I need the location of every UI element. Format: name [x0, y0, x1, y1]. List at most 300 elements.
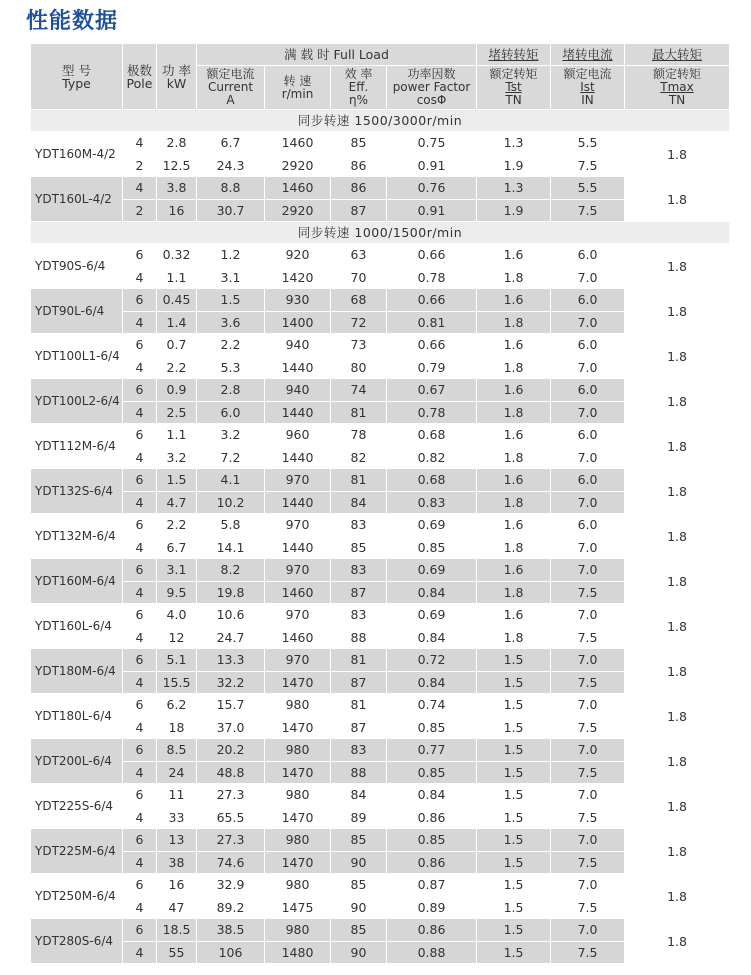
data-cell: 0.83	[387, 491, 477, 514]
data-cell: 4	[123, 536, 157, 559]
data-cell: 4.1	[197, 469, 265, 492]
data-cell: 7.5	[551, 896, 625, 919]
data-cell: 1.8	[477, 266, 551, 289]
data-cell: 1.9	[477, 199, 551, 222]
data-cell: 1.8	[477, 581, 551, 604]
data-cell: 1470	[265, 761, 331, 784]
max-torque-cell: 1.8	[625, 244, 730, 289]
max-torque-cell: 1.8	[625, 559, 730, 604]
data-cell: 0.91	[387, 154, 477, 177]
data-cell: 4	[123, 671, 157, 694]
data-cell: 1460	[265, 132, 331, 155]
model-cell: YDT160L-6/4	[31, 604, 123, 649]
model-cell: YDT225S-6/4	[31, 784, 123, 829]
data-cell: 1470	[265, 806, 331, 829]
data-cell: 6	[123, 289, 157, 312]
data-cell: 83	[331, 559, 387, 582]
current-header-cn: 额定电流	[206, 67, 255, 81]
data-cell: 1.5	[477, 829, 551, 852]
table-header	[31, 44, 730, 110]
performance-table	[30, 43, 730, 964]
data-cell: 980	[265, 829, 331, 852]
data-cell: 980	[265, 874, 331, 897]
data-cell: 6	[123, 469, 157, 492]
pole-header	[123, 44, 157, 110]
data-cell: 0.82	[387, 446, 477, 469]
data-cell: 18	[157, 716, 197, 739]
data-cell: 83	[331, 739, 387, 762]
data-cell: 970	[265, 469, 331, 492]
data-cell: 4	[123, 491, 157, 514]
model-cell: YDT200L-6/4	[31, 739, 123, 784]
data-cell: 65.5	[197, 806, 265, 829]
data-cell: 0.87	[387, 874, 477, 897]
data-cell: 0.84	[387, 671, 477, 694]
data-cell: 930	[265, 289, 331, 312]
data-cell: 81	[331, 649, 387, 672]
pole-header-en: Pole	[126, 75, 153, 91]
current-header	[197, 66, 265, 110]
data-cell: 0.32	[157, 244, 197, 267]
data-cell: 84	[331, 491, 387, 514]
table-row	[31, 334, 730, 357]
data-cell: 89	[331, 806, 387, 829]
model-cell: YDT180M-6/4	[31, 649, 123, 694]
lrt-header-label: 堵转转矩	[488, 47, 539, 62]
data-cell: 30.7	[197, 199, 265, 222]
data-cell: 4	[123, 896, 157, 919]
data-cell: 5.5	[551, 177, 625, 200]
data-cell: 7.0	[551, 356, 625, 379]
data-cell: 16	[157, 874, 197, 897]
data-cell: 4	[123, 132, 157, 155]
pf-header-unit: cosΦ	[416, 93, 447, 107]
data-cell: 0.66	[387, 334, 477, 357]
power-header-cn: 功 率	[162, 62, 191, 78]
data-cell: 7.5	[551, 154, 625, 177]
data-cell: 940	[265, 334, 331, 357]
data-cell: 7.5	[551, 941, 625, 964]
data-cell: 1440	[265, 356, 331, 379]
max-torque-cell: 1.8	[625, 649, 730, 694]
table-row	[31, 784, 730, 807]
data-cell: 10.2	[197, 491, 265, 514]
section-title: 同步转速 1000/1500r/min	[31, 222, 730, 244]
data-cell: 1.6	[477, 424, 551, 447]
data-cell: 7.5	[551, 581, 625, 604]
data-cell: 7.0	[551, 649, 625, 672]
section-title: 同步转速 1500/3000r/min	[31, 110, 730, 132]
data-cell: 940	[265, 379, 331, 402]
table-row	[31, 829, 730, 852]
data-cell: 55	[157, 941, 197, 964]
lrc-header-cn	[551, 44, 625, 66]
data-cell: 1.8	[477, 356, 551, 379]
data-cell: 7.5	[551, 851, 625, 874]
data-cell: 1.9	[477, 154, 551, 177]
max-header-label: 最大转矩	[652, 47, 703, 62]
data-cell: 0.69	[387, 559, 477, 582]
data-cell: 980	[265, 919, 331, 942]
data-cell: 1.4	[157, 311, 197, 334]
table-row	[31, 604, 730, 627]
lrt-header-cn	[477, 44, 551, 66]
table-row	[31, 177, 730, 200]
data-cell: 24	[157, 761, 197, 784]
data-cell: 0.78	[387, 401, 477, 424]
data-cell: 8.2	[197, 559, 265, 582]
data-cell: 7.0	[551, 694, 625, 717]
data-cell: 12	[157, 626, 197, 649]
data-cell: 1440	[265, 536, 331, 559]
max-torque-cell: 1.8	[625, 132, 730, 177]
max-torque-cell: 1.8	[625, 177, 730, 222]
data-cell: 4	[123, 266, 157, 289]
data-cell: 0.81	[387, 311, 477, 334]
data-cell: 0.66	[387, 244, 477, 267]
data-cell: 11	[157, 784, 197, 807]
model-cell: YDT160L-4/2	[31, 177, 123, 222]
table-row	[31, 379, 730, 402]
max-torque-cell: 1.8	[625, 334, 730, 379]
data-cell: 4	[123, 806, 157, 829]
data-cell: 2920	[265, 199, 331, 222]
data-cell: 1460	[265, 177, 331, 200]
data-cell: 4	[123, 356, 157, 379]
model-cell: YDT100L1-6/4	[31, 334, 123, 379]
data-cell: 73	[331, 334, 387, 357]
data-cell: 81	[331, 401, 387, 424]
data-cell: 6	[123, 424, 157, 447]
data-cell: 970	[265, 514, 331, 537]
data-cell: 980	[265, 784, 331, 807]
data-cell: 38.5	[197, 919, 265, 942]
model-cell: YDT112M-6/4	[31, 424, 123, 469]
data-cell: 5.3	[197, 356, 265, 379]
data-cell: 3.6	[197, 311, 265, 334]
data-cell: 1.5	[477, 649, 551, 672]
data-cell: 88	[331, 626, 387, 649]
lrc-header-label: 堵转电流	[562, 47, 613, 62]
data-cell: 6	[123, 829, 157, 852]
data-cell: 3.2	[157, 446, 197, 469]
data-cell: 32.2	[197, 671, 265, 694]
lrt-header-ratio	[477, 66, 551, 110]
lrc-header-ratio	[551, 66, 625, 110]
table-row	[31, 919, 730, 942]
lrc-header-sub: 额定电流	[563, 67, 612, 81]
data-cell: 4	[123, 401, 157, 424]
data-cell: 1.1	[157, 424, 197, 447]
data-cell: 15.5	[157, 671, 197, 694]
data-cell: 27.3	[197, 829, 265, 852]
data-cell: 970	[265, 559, 331, 582]
data-cell: 6.0	[551, 334, 625, 357]
data-cell: 0.86	[387, 919, 477, 942]
data-cell: 1.5	[477, 784, 551, 807]
data-cell: 0.9	[157, 379, 197, 402]
data-cell: 83	[331, 604, 387, 627]
data-cell: 85	[331, 874, 387, 897]
data-cell: 1480	[265, 941, 331, 964]
current-header-unit: A	[226, 93, 235, 107]
table-row	[31, 739, 730, 762]
data-cell: 1.5	[477, 671, 551, 694]
data-cell: 4	[123, 311, 157, 334]
data-cell: 1.5	[477, 716, 551, 739]
table-row	[31, 559, 730, 582]
max-torque-cell: 1.8	[625, 919, 730, 964]
data-cell: 87	[331, 716, 387, 739]
pf-header	[387, 66, 477, 110]
model-cell: YDT100L2-6/4	[31, 379, 123, 424]
data-cell: 7.5	[551, 806, 625, 829]
data-cell: 85	[331, 829, 387, 852]
data-cell: 2.2	[197, 334, 265, 357]
data-cell: 74.6	[197, 851, 265, 874]
max-torque-cell: 1.8	[625, 694, 730, 739]
data-cell: 1.5	[477, 739, 551, 762]
model-cell: YDT280S-6/4	[31, 919, 123, 964]
data-cell: 15.7	[197, 694, 265, 717]
data-cell: 2.8	[197, 379, 265, 402]
table-row	[31, 874, 730, 897]
data-cell: 0.77	[387, 739, 477, 762]
data-cell: 7.5	[551, 199, 625, 222]
table-row	[31, 132, 730, 155]
data-cell: 47	[157, 896, 197, 919]
model-cell: YDT90L-6/4	[31, 289, 123, 334]
data-cell: 0.68	[387, 424, 477, 447]
data-cell: 0.76	[387, 177, 477, 200]
data-cell: 0.84	[387, 626, 477, 649]
data-cell: 0.85	[387, 536, 477, 559]
pole-header-cn: 极数	[126, 62, 152, 78]
data-cell: 1.8	[477, 626, 551, 649]
speed-header	[265, 66, 331, 110]
data-cell: 85	[331, 536, 387, 559]
table-body	[31, 110, 730, 964]
data-cell: 1.5	[477, 874, 551, 897]
data-cell: 4	[123, 581, 157, 604]
data-cell: 2.2	[157, 356, 197, 379]
lrt-header-sub: 额定转矩	[489, 67, 538, 81]
data-cell: 6.0	[197, 401, 265, 424]
data-cell: 90	[331, 851, 387, 874]
max-torque-cell: 1.8	[625, 469, 730, 514]
model-cell: YDT160M-6/4	[31, 559, 123, 604]
data-cell: 87	[331, 581, 387, 604]
data-cell: 38	[157, 851, 197, 874]
data-cell: 7.0	[551, 401, 625, 424]
data-cell: 2.8	[157, 132, 197, 155]
data-cell: 920	[265, 244, 331, 267]
table-row	[31, 244, 730, 267]
max-torque-cell: 1.8	[625, 829, 730, 874]
data-cell: 1.8	[477, 536, 551, 559]
data-cell: 3.1	[197, 266, 265, 289]
data-cell: 0.79	[387, 356, 477, 379]
data-cell: 0.72	[387, 649, 477, 672]
max-header-den: TN	[668, 93, 686, 107]
data-cell: 4	[123, 626, 157, 649]
data-cell: 68	[331, 289, 387, 312]
data-cell: 6.0	[551, 469, 625, 492]
data-cell: 1.6	[477, 514, 551, 537]
data-cell: 37.0	[197, 716, 265, 739]
data-cell: 90	[331, 941, 387, 964]
pf-header-cn: 功率因数	[407, 67, 456, 81]
model-cell: YDT132M-6/4	[31, 514, 123, 559]
data-cell: 83	[331, 514, 387, 537]
data-cell: 81	[331, 469, 387, 492]
data-cell: 0.45	[157, 289, 197, 312]
data-cell: 6.0	[551, 424, 625, 447]
data-cell: 0.86	[387, 851, 477, 874]
data-cell: 1.5	[477, 896, 551, 919]
data-cell: 0.74	[387, 694, 477, 717]
eff-header-unit: η%	[348, 93, 368, 107]
data-cell: 33	[157, 806, 197, 829]
model-cell: YDT132S-6/4	[31, 469, 123, 514]
data-cell: 7.5	[551, 626, 625, 649]
data-cell: 1400	[265, 311, 331, 334]
eff-header	[331, 66, 387, 110]
data-cell: 85	[331, 919, 387, 942]
data-cell: 6	[123, 694, 157, 717]
data-cell: 7.0	[551, 739, 625, 762]
data-cell: 0.85	[387, 761, 477, 784]
max-header-num: Tmax	[660, 80, 694, 94]
section-header-row	[31, 222, 730, 244]
data-cell: 3.8	[157, 177, 197, 200]
model-cell: YDT225M-6/4	[31, 829, 123, 874]
data-cell: 6.0	[551, 244, 625, 267]
type-header	[31, 44, 123, 110]
data-cell: 106	[197, 941, 265, 964]
data-cell: 6.2	[157, 694, 197, 717]
data-cell: 63	[331, 244, 387, 267]
data-cell: 5.1	[157, 649, 197, 672]
data-cell: 7.0	[551, 829, 625, 852]
data-cell: 1470	[265, 851, 331, 874]
data-cell: 0.84	[387, 581, 477, 604]
data-cell: 4	[123, 446, 157, 469]
model-cell: YDT250M-6/4	[31, 874, 123, 919]
data-cell: 82	[331, 446, 387, 469]
data-cell: 78	[331, 424, 387, 447]
data-cell: 1.5	[477, 806, 551, 829]
data-cell: 1475	[265, 896, 331, 919]
data-cell: 1.5	[477, 761, 551, 784]
table-row	[31, 424, 730, 447]
data-cell: 1.6	[477, 379, 551, 402]
data-cell: 6	[123, 244, 157, 267]
data-cell: 1.8	[477, 311, 551, 334]
data-cell: 1.2	[197, 244, 265, 267]
data-cell: 0.66	[387, 289, 477, 312]
data-cell: 1.3	[477, 177, 551, 200]
data-cell: 6.0	[551, 379, 625, 402]
power-header-en: kW	[166, 75, 187, 91]
data-cell: 1440	[265, 491, 331, 514]
data-cell: 87	[331, 671, 387, 694]
data-cell: 4	[123, 941, 157, 964]
speed-header-en: r/min	[281, 86, 314, 101]
max-torque-cell: 1.8	[625, 379, 730, 424]
fullload-header: 满 载 时 Full Load	[197, 44, 477, 66]
data-cell: 1440	[265, 401, 331, 424]
data-cell: 1470	[265, 671, 331, 694]
eff-header-en: Eff.	[348, 80, 369, 94]
data-cell: 6	[123, 604, 157, 627]
data-cell: 6	[123, 874, 157, 897]
data-cell: 86	[331, 177, 387, 200]
data-cell: 0.88	[387, 941, 477, 964]
data-cell: 4	[123, 177, 157, 200]
max-header-cn	[625, 44, 730, 66]
max-torque-cell: 1.8	[625, 784, 730, 829]
data-cell: 1.6	[477, 469, 551, 492]
data-cell: 7.5	[551, 671, 625, 694]
data-cell: 7.5	[551, 761, 625, 784]
lrt-header-num: Tst	[505, 80, 522, 94]
data-cell: 960	[265, 424, 331, 447]
table-row	[31, 649, 730, 672]
data-cell: 1.6	[477, 244, 551, 267]
data-cell: 5.8	[197, 514, 265, 537]
data-cell: 4.7	[157, 491, 197, 514]
data-cell: 6	[123, 739, 157, 762]
data-cell: 80	[331, 356, 387, 379]
model-cell: YDT160M-4/2	[31, 132, 123, 177]
data-cell: 12.5	[157, 154, 197, 177]
data-cell: 18.5	[157, 919, 197, 942]
data-cell: 7.0	[551, 604, 625, 627]
max-header-sub: 额定转矩	[653, 67, 702, 81]
data-cell: 6	[123, 919, 157, 942]
max-torque-cell: 1.8	[625, 514, 730, 559]
data-cell: 86	[331, 154, 387, 177]
table-row	[31, 469, 730, 492]
data-cell: 1.5	[157, 469, 197, 492]
model-cell: YDT180L-6/4	[31, 694, 123, 739]
data-cell: 1.5	[197, 289, 265, 312]
data-cell: 70	[331, 266, 387, 289]
data-cell: 0.68	[387, 469, 477, 492]
data-cell: 84	[331, 784, 387, 807]
data-cell: 88	[331, 761, 387, 784]
data-cell: 14.1	[197, 536, 265, 559]
data-cell: 4	[123, 851, 157, 874]
data-cell: 1.8	[477, 446, 551, 469]
table-row	[31, 514, 730, 537]
data-cell: 1.8	[477, 401, 551, 424]
data-cell: 10.6	[197, 604, 265, 627]
data-cell: 2	[123, 154, 157, 177]
data-cell: 7.0	[551, 266, 625, 289]
data-cell: 27.3	[197, 784, 265, 807]
data-cell: 90	[331, 896, 387, 919]
power-header	[157, 44, 197, 110]
data-cell: 1420	[265, 266, 331, 289]
data-cell: 1.5	[477, 941, 551, 964]
data-cell: 4.0	[157, 604, 197, 627]
data-cell: 72	[331, 311, 387, 334]
data-cell: 980	[265, 694, 331, 717]
type-header-en: Type	[62, 75, 91, 91]
max-torque-cell: 1.8	[625, 874, 730, 919]
